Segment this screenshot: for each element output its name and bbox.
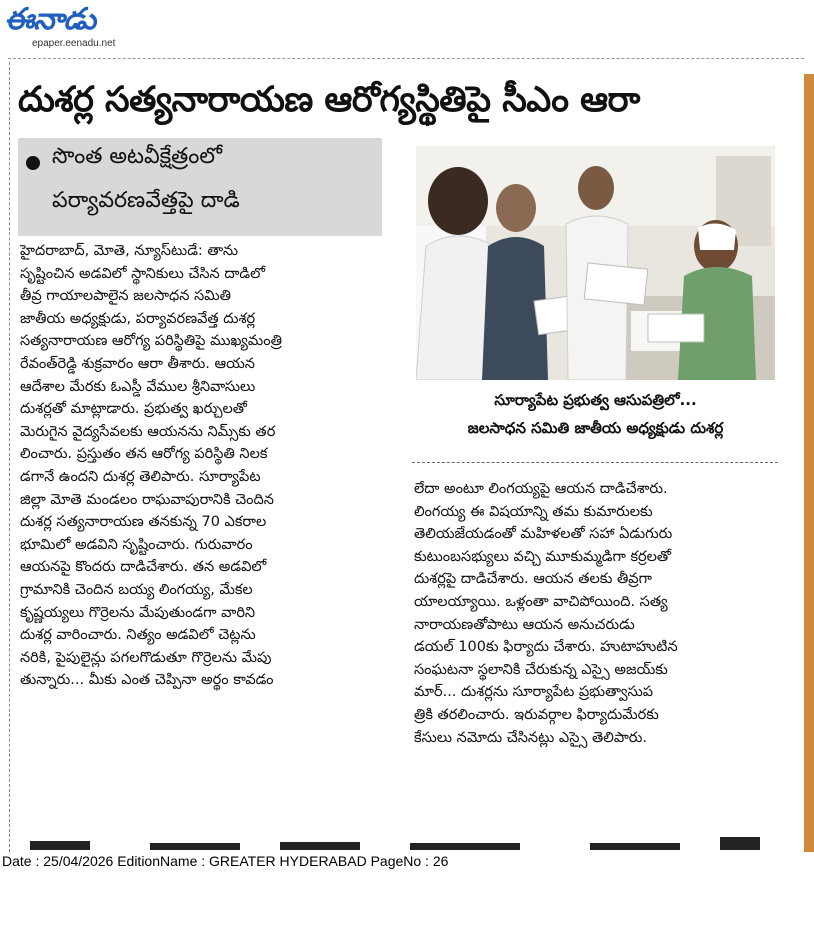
right-column-line: నారాయణతోపాటు ఆయన అనుచరుడు xyxy=(414,616,635,633)
logo-text: ఈనాడు xyxy=(3,2,101,37)
left-column-line: గ్రామానికి చెందిన బయ్య లింగయ్య, మేకల xyxy=(20,581,253,598)
right-column-line: కేసులు నమోదు చేసినట్లు ఎస్సై తెలిపారు. xyxy=(414,729,648,746)
caption-line-2: జలసాధన సమితి జాతీయ అధ్యక్షుడు దుశర్ల xyxy=(467,419,724,437)
article-column-left xyxy=(20,240,382,692)
left-column-line: సృష్టించిన అడవిలో స్థానికులు చేసిన దాడిలో xyxy=(20,265,266,282)
left-column-line: ఆయనపై కొందరు దాడిచేశారు. తన అడవిలో xyxy=(20,559,267,576)
epaper-url: epaper.eenadu.net xyxy=(32,38,116,49)
left-column-line: తున్నారు... మీకు ఎంత చెప్పినా అర్థం కావడం xyxy=(20,672,274,689)
left-column-line: దుశర్ల సత్యనారాయణ తనకున్న 70 ఎకరాల xyxy=(20,514,267,531)
left-column-line: ఆదేశాల మేరకు ఓఎస్డీ వేముల శ్రీనివాసులు xyxy=(20,378,256,395)
left-column-line: జాతీయ అధ్యక్షుడు, పర్యావరణవేత్త దుశర్ల xyxy=(20,310,256,327)
photo-caption xyxy=(416,386,775,442)
caption-line-1: సూర్యాపేట ప్రభుత్వ ఆసుపత్రిలో... xyxy=(494,391,697,409)
right-column-line: కుటుంబసభ్యులు వచ్చి మూకుమ్మడిగా కర్రలతో xyxy=(414,548,672,565)
left-column-line: నరికి, పైపులైన్లు పగలగొడుతూ గొర్రెలను మేపు xyxy=(20,649,272,666)
left-column-line: మెరుగైన వైద్యసేవలకు ఆయనను నిమ్స్‌కు తర xyxy=(20,423,276,440)
side-color-bar xyxy=(804,74,814,852)
article-column-right xyxy=(414,478,776,749)
photo-illustration xyxy=(416,146,775,380)
caption-divider xyxy=(412,462,778,463)
subheading-line-1: సొంత అటవీక్షేత్రంలో xyxy=(52,144,223,169)
right-column-line: త్రికి తరలించారు. ఇరువర్గాల ఫిర్యాదుమేరకు xyxy=(414,706,659,723)
left-column-line: భూమిలో అడవిని సృష్టించారు. గురువారం xyxy=(20,536,253,553)
left-column-line: డగానే ఉందని దుశర్ల తెలిపారు. సూర్యాపేట xyxy=(20,468,261,485)
article-headline: దుశర్ల సత్యనారాయణ ఆరోగ్యస్థితిపై సీఎం ఆరా xyxy=(18,80,640,120)
left-column-line: కృష్ణయ్యలు గొర్రెలను మేపుతుండగా వారిని xyxy=(20,604,256,621)
hospital-photo xyxy=(416,146,775,380)
right-column-line: యాలయ్యాయి. ఒళ్లంతా వాచిపోయింది. సత్య xyxy=(414,593,668,610)
right-column-line: లేదా అంటూ లింగయ్యపై ఆయన దాడిచేశారు. xyxy=(414,481,668,497)
left-column-line: తీవ్ర గాయాలపాలైన జలసాధన సమితి xyxy=(20,288,231,305)
subheading-line-2: పర్యావరణవేత్తపై దాడి xyxy=(52,188,240,213)
left-column-line: దుశర్ల వారించారు. నిత్యం అడవిలో చెట్లను xyxy=(20,627,256,644)
top-divider xyxy=(8,58,804,59)
left-column-line: లించారు. ప్రస్తుతం తన ఆరోగ్య పరిస్థితి నిలక xyxy=(20,446,268,463)
left-divider xyxy=(9,62,10,852)
left-column-line: దుశర్లతో మాట్లాడారు. ప్రభుత్వ ఖర్చులతో xyxy=(20,401,247,418)
right-column-line: మార్... దుశర్లను సూర్యాపేట ప్రభుత్వాసుప xyxy=(414,684,654,701)
next-headline-fragment xyxy=(30,836,770,850)
right-column-line: డయల్ 100కు ఫిర్యాదు చేశారు. హుటాహుటిన xyxy=(414,639,678,656)
subheading-box xyxy=(18,138,382,236)
left-column-line: హైదరాబాద్, మోతె, న్యూస్‌టుడే: తాను xyxy=(20,243,239,259)
right-column-line: తెలియజేయడంతో మహిళలతో సహా ఏడుగురు xyxy=(414,526,673,543)
right-column-line: సంఘటనా స్థలానికి చేరుకున్న ఎస్సై అజయ్‌కు xyxy=(414,661,668,678)
left-column-line: జిల్లా మోతె మండలం రాఘవాపురానికి చెందిన xyxy=(20,491,274,508)
bullet-icon xyxy=(26,156,40,170)
right-column-line: దుశర్లపై దాడిచేశారు. ఆయన తలకు తీవ్రగా xyxy=(414,571,652,588)
right-column-line: లింగయ్య ఈ విషయాన్ని తమ కుమారులకు xyxy=(414,503,653,520)
edition-footer: Date : 25/04/2026 EditionName : GREATER HYDERABAD PageNo : 26 xyxy=(2,853,449,869)
eenadu-logo[interactable] xyxy=(2,0,152,52)
left-column-line: సత్యనారాయణ ఆరోగ్య పరిస్థితిపై ముఖ్యమంత్రి xyxy=(20,333,282,350)
left-column-line: రేవంత్‌రెడ్డి శుక్రవారం ఆరా తీశారు. ఆయన xyxy=(20,355,255,372)
